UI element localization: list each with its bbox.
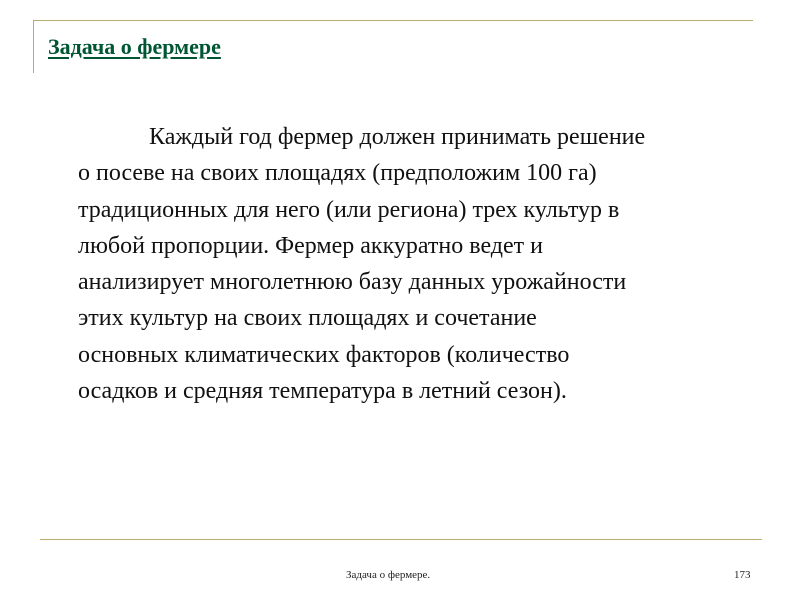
body-line: анализирует многолетнюю базу данных урожайности xyxy=(78,269,627,296)
body-line: основных климатических факторов (количество xyxy=(78,341,570,368)
left-rule xyxy=(33,20,34,73)
footer-rule xyxy=(40,539,762,540)
slide-body xyxy=(78,119,768,409)
body-line: этих культур на своих площадях и сочетание xyxy=(78,305,537,332)
top-rule xyxy=(33,20,753,21)
body-line: о посеве на своих площадях (предположим 100 га) xyxy=(78,160,597,187)
body-line: Каждый год фермер должен принимать решение xyxy=(149,124,646,150)
body-line: осадков и средняя температура в летний сезон). xyxy=(78,378,567,405)
body-line: традиционных для него (или региона) трех культур в xyxy=(78,196,620,223)
footer-title: Задача о фермере. xyxy=(346,569,431,581)
body-line: любой пропорции. Фермер аккуратно ведет и xyxy=(78,232,543,259)
slide-title: Задача о фермере xyxy=(48,34,221,59)
page-number: 173 xyxy=(734,569,751,581)
